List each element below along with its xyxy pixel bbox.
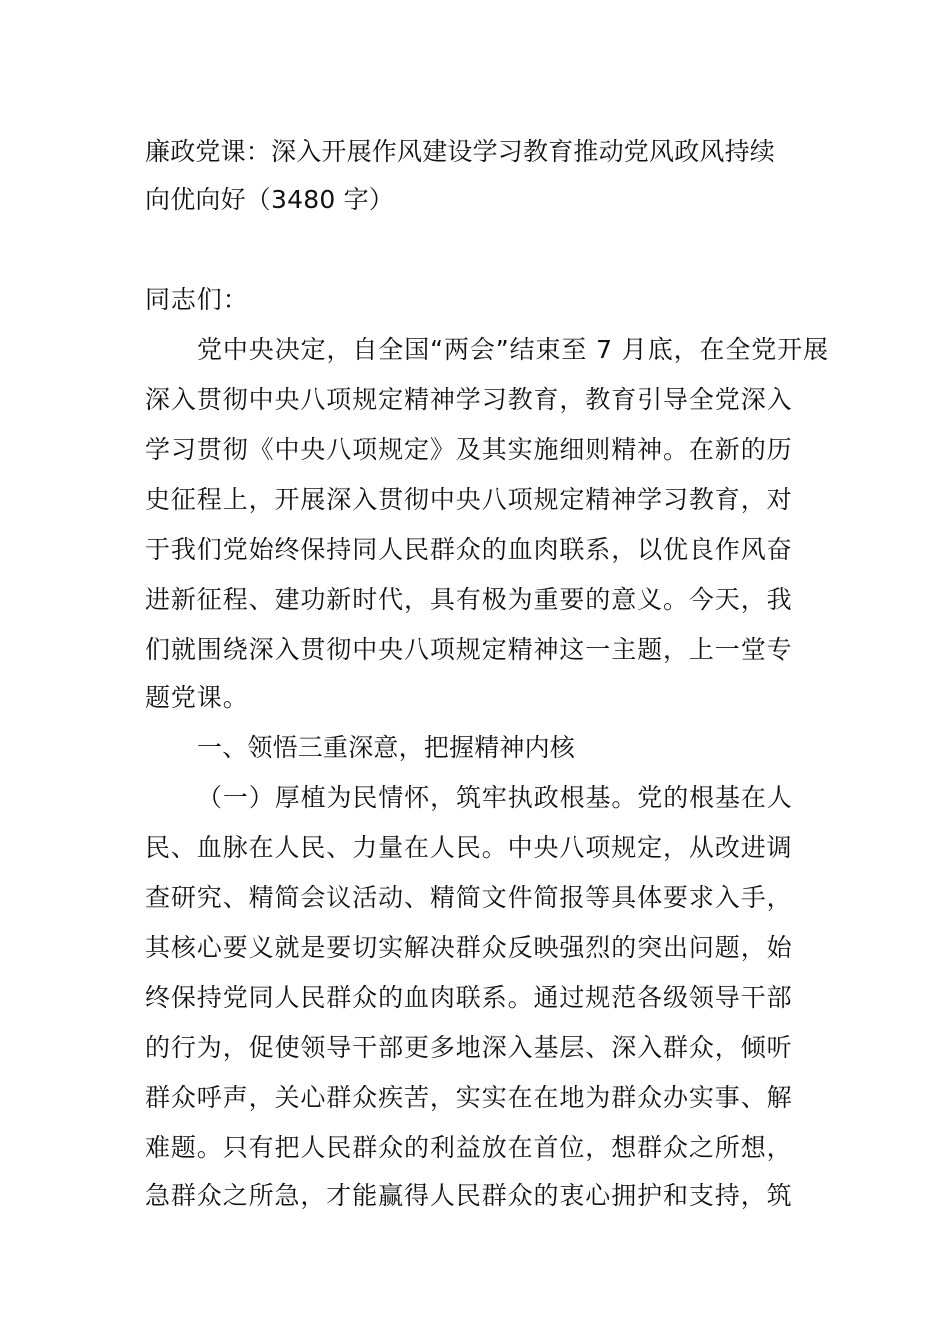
paragraph-1-line: 史征程上，开展深入贯彻中央八项规定精神学习教育，对 bbox=[145, 485, 793, 514]
paragraph-1-line: 题党课。 bbox=[145, 683, 249, 712]
paragraph-2-line: 民、血脉在人民、力量在人民。中央八项规定，从改进调 bbox=[145, 833, 793, 862]
paragraph-2-line: （一）厚植为民情怀，筑牢执政根基。党的根基在人 bbox=[197, 783, 793, 812]
document-title-line-1: 廉政党课：深入开展作风建设学习教育推动党风政风持续 bbox=[145, 137, 776, 166]
paragraph-1-line: 学习贯彻《中央八项规定》及其实施细则精神。在新的历 bbox=[145, 435, 793, 464]
paragraph-2-line: 难题。只有把人民群众的利益放在首位，想群众之所想， bbox=[145, 1133, 793, 1162]
paragraph-1-line: 党中央决定，自全国“两会”结束至 7 月底，在全党开展 bbox=[197, 335, 830, 364]
paragraph-1-line: 于我们党始终保持同人民群众的血肉联系，以优良作风奋 bbox=[145, 535, 793, 564]
paragraph-2-line: 查研究、精简会议活动、精简文件简报等具体要求入手， bbox=[145, 883, 793, 912]
paragraph-2-line: 终保持党同人民群众的血肉联系。通过规范各级领导干部 bbox=[145, 983, 793, 1012]
paragraph-1-line: 们就围绕深入贯彻中央八项规定精神这一主题，上一堂专 bbox=[145, 635, 793, 664]
paragraph-2-line: 群众呼声，关心群众疾苦，实实在在地为群众办实事、解 bbox=[145, 1083, 793, 1112]
paragraph-2-line: 的行为，促使领导干部更多地深入基层、深入群众，倾听 bbox=[145, 1033, 793, 1062]
salutation: 同志们： bbox=[145, 285, 249, 314]
section-1-heading: 一、领悟三重深意，把握精神内核 bbox=[197, 733, 576, 762]
paragraph-1-line: 深入贯彻中央八项规定精神学习教育，教育引导全党深入 bbox=[145, 385, 793, 414]
paragraph-2-line: 其核心要义就是要切实解决群众反映强烈的突出问题，始 bbox=[145, 933, 793, 962]
document-title-line-2: 向优向好（3480 字） bbox=[145, 185, 394, 214]
paragraph-1-line: 进新征程、建功新时代，具有极为重要的意义。今天，我 bbox=[145, 585, 793, 614]
paragraph-2-line: 急群众之所急，才能赢得人民群众的衷心拥护和支持，筑 bbox=[145, 1181, 793, 1210]
